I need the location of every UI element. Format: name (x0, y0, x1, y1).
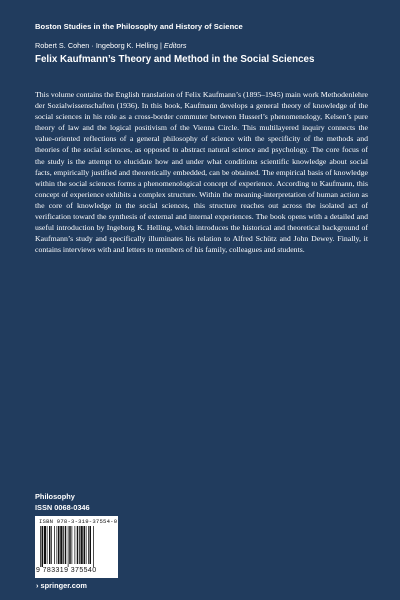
book-title: Felix Kaufmann’s Theory and Method in the Social Sciences (35, 54, 315, 65)
series-name: Boston Studies in the Philosophy and History of Science (35, 22, 243, 31)
publisher-website: › springer.com (36, 581, 87, 590)
barcode-icon (40, 526, 113, 567)
editors-separator: | (159, 41, 164, 50)
editors-role: Editors (163, 41, 187, 50)
editors-line (35, 41, 375, 50)
ean-number: 9 783319 375540 (36, 567, 97, 574)
isbn-text: ISBN 978-3-319-37554-0 (39, 518, 118, 525)
issn-label: ISSN 0068-0346 (35, 503, 90, 512)
subject-label: Philosophy (35, 492, 75, 501)
barcode-box (35, 516, 118, 578)
blurb-text: This volume contains the English translation of Felix Kaufmann’s (1895–1945) main work Methodenlehre der Sozialwissenschaften (1936). In this book, Kaufmann develops a general theory of knowledge of the social sciences in his role as a cross-border commuter between Husserl’s phenomenology, Kelsen’s pure theory of law and the logical positivism of the Vienna Circle. This multilayered inquiry connects the value-oriented reflections of a general philosophy of science with the specificity of the methods and theories of the social sciences, as opposed to abstract natural science and psychology. The core focus of the study is the attempt to elucidate how and under what conditions scientific knowledge about social facts, empirically justified and theoretically embedded, can be obtained. The empirical basis of knowledge within the social sciences forms a phenomenological concept of experience. According to Kaufmann, this concept of experience exhibits a complex structure. Within the meaning-interpretation of human action as the core of knowledge in the social sciences, this structure reaches out across the isolated act of verification toward the synthesis of external and internal experiences. The book opens with a detailed and useful introduction by Ingeborg K. Helling, which introduces the historical and theoretical background of Kaufmann’s study and specifically illuminates his relation to Alfred Schütz and John Dewey. Finally, it contains interviews with and letters to members of his family, colleagues and students. (35, 90, 368, 255)
editor-names: Robert S. Cohen · Ingeborg K. Helling (35, 41, 158, 50)
